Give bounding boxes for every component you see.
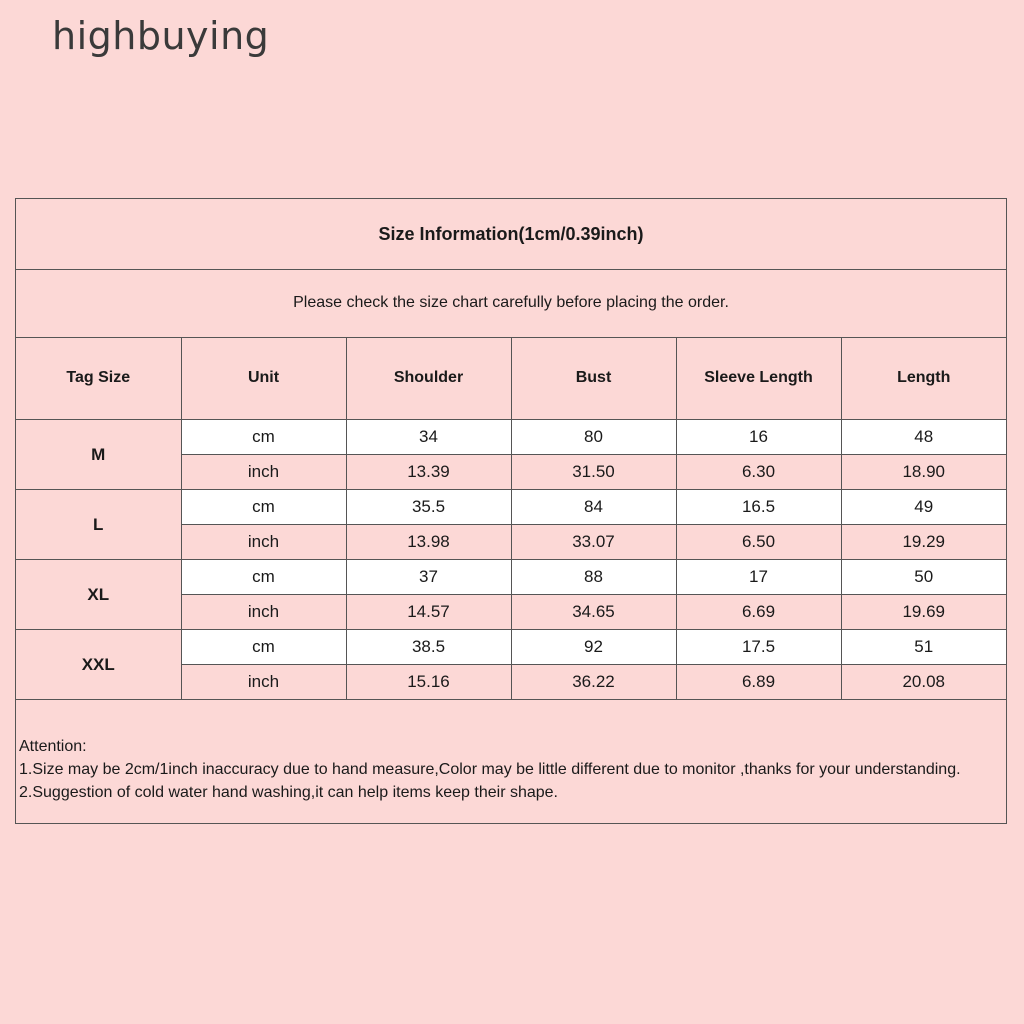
header-tag-size: Tag Size	[16, 337, 181, 420]
shoulder-cell: 13.98	[346, 525, 511, 560]
watermark-logo-text: highbuying	[52, 14, 270, 58]
header-row	[16, 337, 1006, 420]
bust-cell: 88	[511, 560, 676, 595]
bust-cell: 80	[511, 420, 676, 455]
shoulder-cell: 14.57	[346, 595, 511, 630]
length-cell: 51	[841, 630, 1006, 665]
header-unit: Unit	[181, 337, 346, 420]
bust-cell: 31.50	[511, 455, 676, 490]
sleeve-length-cell: 6.30	[676, 455, 841, 490]
bust-cell: 84	[511, 490, 676, 525]
attention-notes	[19, 735, 989, 804]
length-cell: 19.29	[841, 525, 1006, 560]
shoulder-cell: 13.39	[346, 455, 511, 490]
length-cell: 18.90	[841, 455, 1006, 490]
size-table	[16, 337, 1006, 700]
unit-cell: cm	[181, 630, 346, 665]
chart-title: Size Information(1cm/0.39inch)	[16, 199, 1006, 270]
unit-cell: inch	[181, 595, 346, 630]
shoulder-cell: 34	[346, 420, 511, 455]
size-chart	[15, 198, 1007, 824]
unit-cell: cm	[181, 560, 346, 595]
shoulder-cell: 15.16	[346, 665, 511, 700]
table-row	[16, 420, 1006, 455]
table-row	[16, 490, 1006, 525]
attention-heading: Attention:	[19, 738, 87, 755]
sleeve-length-cell: 17	[676, 560, 841, 595]
size-tag-l: L	[16, 490, 181, 560]
length-cell: 49	[841, 490, 1006, 525]
header-bust: Bust	[511, 337, 676, 420]
size-tag-xxl: XXL	[16, 630, 181, 700]
bust-cell: 36.22	[511, 665, 676, 700]
chart-notice: Please check the size chart carefully before placing the order.	[16, 269, 1006, 338]
size-tag-xl: XL	[16, 560, 181, 630]
unit-cell: cm	[181, 490, 346, 525]
sleeve-length-cell: 6.89	[676, 665, 841, 700]
size-tag-m: M	[16, 420, 181, 490]
header-length: Length	[841, 337, 1006, 420]
unit-cell: cm	[181, 420, 346, 455]
bust-cell: 92	[511, 630, 676, 665]
unit-cell: inch	[181, 525, 346, 560]
bust-cell: 33.07	[511, 525, 676, 560]
shoulder-cell: 35.5	[346, 490, 511, 525]
unit-cell: inch	[181, 455, 346, 490]
attention-line-1: 1.Size may be 2cm/1inch inaccuracy due to hand measure,Color may be little different due to monitor ,thanks for your understanding.	[19, 761, 961, 778]
header-sleeve-length: Sleeve Length	[676, 337, 841, 420]
sleeve-length-cell: 16.5	[676, 490, 841, 525]
length-cell: 48	[841, 420, 1006, 455]
sleeve-length-cell: 6.50	[676, 525, 841, 560]
length-cell: 20.08	[841, 665, 1006, 700]
shoulder-cell: 38.5	[346, 630, 511, 665]
header-shoulder: Shoulder	[346, 337, 511, 420]
shoulder-cell: 37	[346, 560, 511, 595]
length-cell: 50	[841, 560, 1006, 595]
length-cell: 19.69	[841, 595, 1006, 630]
bust-cell: 34.65	[511, 595, 676, 630]
unit-cell: inch	[181, 665, 346, 700]
sleeve-length-cell: 17.5	[676, 630, 841, 665]
table-row	[16, 630, 1006, 665]
sleeve-length-cell: 6.69	[676, 595, 841, 630]
table-row	[16, 560, 1006, 595]
sleeve-length-cell: 16	[676, 420, 841, 455]
attention-line-2: 2.Suggestion of cold water hand washing,it can help items keep their shape.	[19, 784, 558, 801]
